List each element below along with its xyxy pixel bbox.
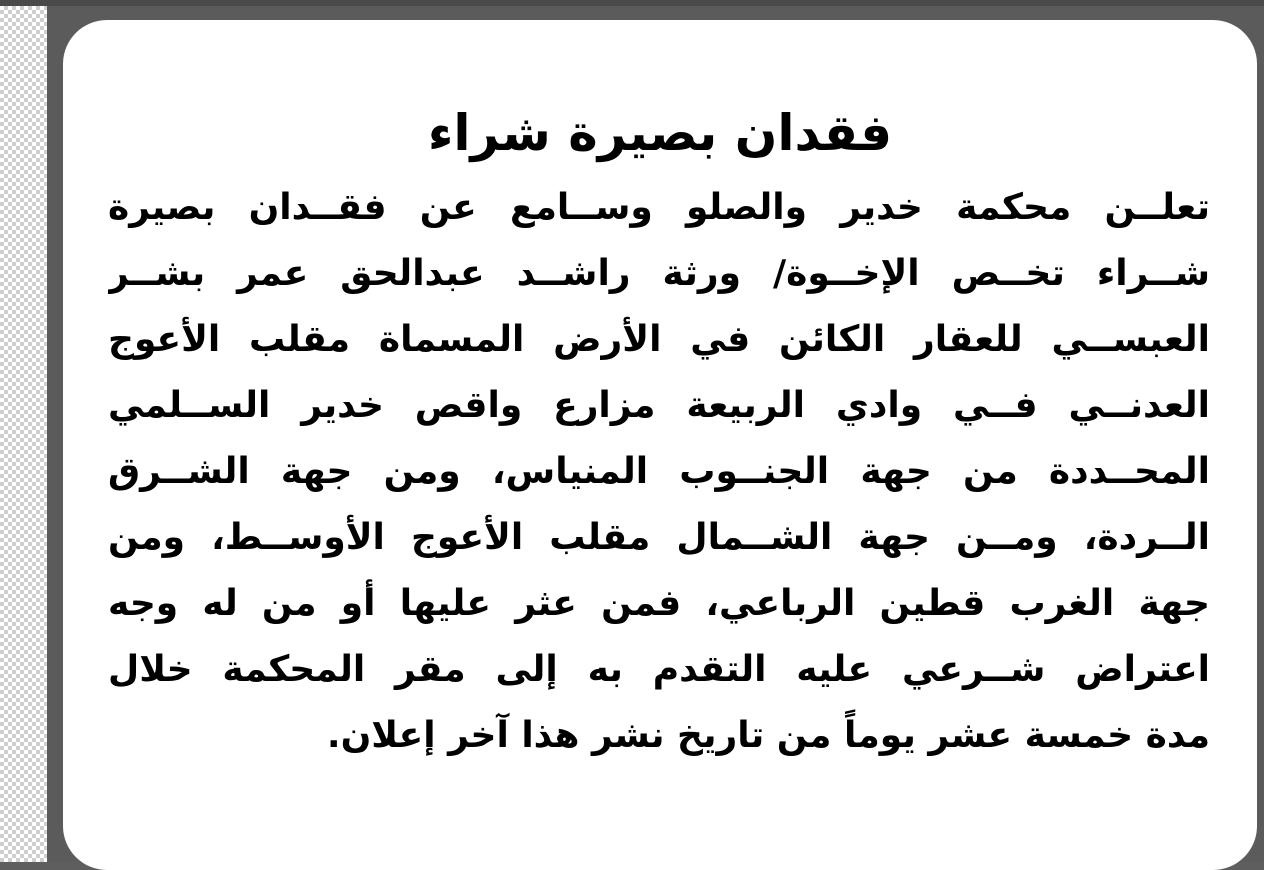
- notice-line: الــردة، ومــن جهة الشــمال مقلب الأعوج الأوســط، ومن: [108, 517, 1210, 558]
- notice-line: العدنــي فــي وادي الربيعة مزارع واقص خدير الســلمي: [108, 385, 1210, 426]
- notice-line: تعلــن محكمة خدير والصلو وســامع عن فقــدان بصيرة: [108, 187, 1210, 228]
- notice-line: المحــددة من جهة الجنــوب المنياس، ومن جهة الشــرق: [108, 451, 1210, 492]
- notice-line: مدة خمسة عشر يوماً من تاريخ نشر هذا آخر إعلان.: [326, 715, 1210, 756]
- notice-line: اعتراض شــرعي عليه التقدم به إلى مقر المحكمة خلال: [108, 649, 1210, 690]
- notice-body: [108, 175, 1210, 769]
- notice-title: فقدان بصيرة شراء: [427, 104, 893, 162]
- notice-line: العبســي للعقار الكائن في الأرض المسماة مقلب الأعوج: [108, 319, 1210, 360]
- notice-line: جهة الغرب قطين الرباعي، فمن عثر عليها أو من له وجه: [108, 583, 1210, 624]
- notice-line: شــراء تخــص الإخــوة/ ورثة راشــد عبدالحق عمر بشــر: [108, 253, 1210, 294]
- transparency-checkerboard: [0, 6, 47, 862]
